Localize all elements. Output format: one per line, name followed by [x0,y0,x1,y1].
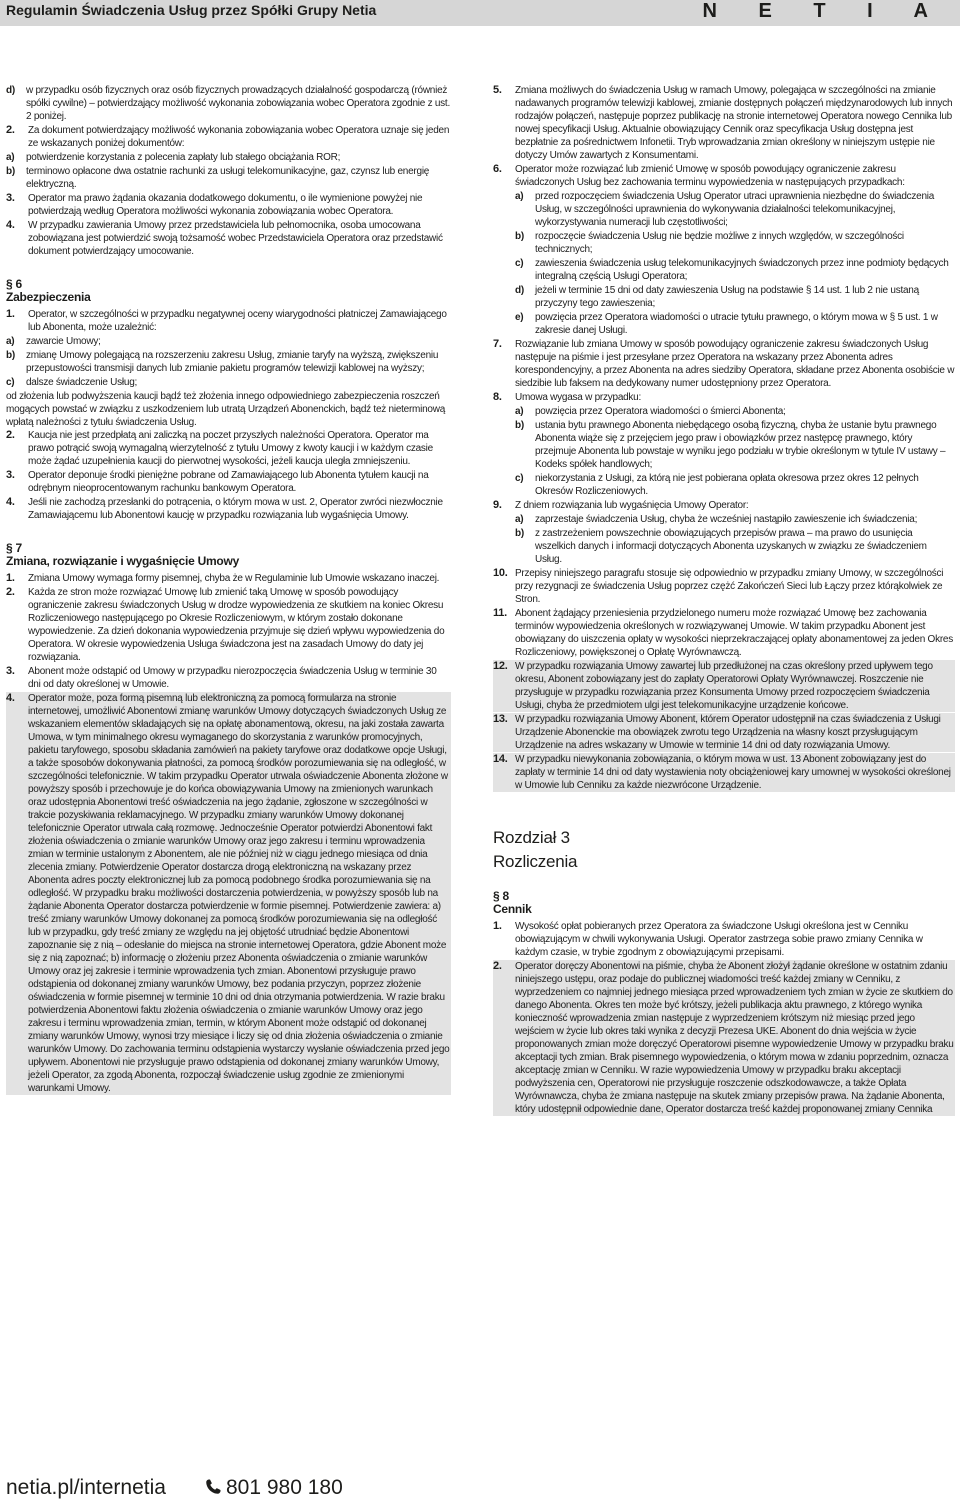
list-item [6,84,451,123]
item-number: 5. [493,84,502,96]
item-text: W przypadku rozwiązania Umowy Abonent, którem Operator udostępnił na czas świadczenia z Usługi Urządzenie Abonenckie ma obowiązek zwrotu tego Urządzenia na własny koszt przysługującym Urządzenie na adres wskazany w Umowie w terminie 14 dni od daty rozwiązania Umowy. [515,714,941,751]
item-text: zawarcie Umowy; [26,336,101,347]
phone-number: 801 980 180 [226,1476,343,1499]
list-item [493,190,955,229]
item-letter: a) [6,336,15,347]
list-item [493,311,955,337]
paragraph-1 [6,572,451,585]
item-text: zaprzestaje świadczenia Usług, chyba że wcześniej nastąpiło zawieszenie ich świadczenia; [535,514,918,525]
item-number: 4. [6,496,15,508]
item-letter: a) [515,406,524,417]
section-title: Cennik [493,902,532,916]
item-text: powzięcia przez Operatora wiadomości o śmierci Abonenta; [535,406,786,417]
list-item [6,349,451,375]
item-text: niekorzystania z Usługi, za którą nie jest pobierana opłata okresowa przez okres 12 pełnych Okresów Rozliczeniowych. [535,473,919,497]
item-number: 3. [6,469,15,481]
item-letter: c) [6,377,15,388]
item-text: Operator, w szczególności w przypadku negatywnej oceny wiarygodności płatniczej Zamawiającego lub Abonenta, może uzależnić: [28,309,447,333]
item-number: 4. [6,692,15,704]
item-text: Jeśli nie zachodzą przesłanki do potrącenia, o którym mowa w ust. 2, Operator zwróci niezwłocznie Zamawiającemu lub Abonentowi kaucję w przypadku rozwiązania lub wygaśnięcia Umowy. [28,497,443,521]
item-text: rozpoczęcie świadczenia Usług nie będzie możliwe z innych względów, w szczególności technicznych; [535,231,904,255]
paragraph-1 [493,920,955,959]
list-item [6,335,451,348]
paragraph-5 [493,84,955,162]
paragraph-7 [493,338,955,390]
item-text: terminowo opłacone dwa ostatnie rachunki za usługi telekomunikacyjne, gaz, czynsz lub energię elektryczną. [26,166,430,190]
item-text: W przypadku niewykonania zobowiązania, o którym mowa w ust. 13 Abonent zobowiązany jest do zapłaty w terminie 14 dni od daty wystawienia noty obciążeniowej kary umownej w wysokości określonej w Umowie lub Cenniku za każde niezwrócone Urządzenie. [515,754,951,791]
chapter-number: Rozdział 3 [493,828,570,847]
paragraph-9 [493,499,955,512]
item-letter: d) [6,85,15,96]
paragraph-3 [6,665,451,691]
item-text: w przypadku osób fizycznych oraz osób fizycznych prowadzących działalność gospodarczą (również spółki cywilne) – potwierdzający możliwość wykonania zobowiązania wobec Operatora zgodnie z ust. 2 poniżej. [26,85,450,122]
item-number: 7. [493,338,502,350]
paragraph-4 [6,219,451,258]
paragraph-4 [6,496,451,522]
item-text: z zastrzeżeniem powszechnie obowiązujących przepisów prawa – ma prawo do usunięcia wszelkich danych i informacji dotyczących Abonenta uzyskanych w związku ze świadczeniem Usług. [535,528,927,565]
paragraph-2 [6,429,451,468]
item-text: zawieszenia świadczenia usług telekomunikacyjnych świadczonych przez inne podmioty będących integralną częścią Usługi Operatora; [535,258,949,282]
item-number: 6. [493,163,502,175]
phone-icon [204,1477,222,1497]
list-item [6,151,451,164]
item-text: W przypadku zawierania Umowy przez przedstawiciela lub pełnomocnika, osoba umocowana zobowiązana jest potwierdzić swoją tożsamość wobec Przedstawiciela Operatora oraz przedstawić dokument potwierdzający umocowanie. [28,220,443,257]
list-item [493,513,955,526]
item-text: Operator ma prawo żądania okazania dodatkowego dokumentu, o ile wymienione powyżej nie potwierdzają według Operatora możliwości wykonania zobowiązania wobec Operatora. [28,193,423,217]
item-letter: b) [515,420,524,431]
item-number: 12. [493,660,508,672]
section-title: Zabezpieczenia [6,290,91,304]
item-text: Operator może, poza formą pisemną lub elektroniczną za pomocą formularza na stronie internetowej, umożliwić Abonentowi zmianę warunków Umowy dotyczących świadczonych Usług ze wskazaniem elementów składających się na opłatę abonamentową, okresu, na jaki została zawarta Umowa, w tym minimalnego okresu wymaganego do skorzystania z warunków promocyjnych, pakietu taryfowego, sposobu składania zamówień na pakiety taryfowe oraz dodatkowe opcje Usługi, a także sposobów dokonywania płatności, za pomocą środków porozumiewania się na odległość, w szczególności telefonicznie. W takim przypadku Operator utrwala oświadczenie Abonenta złożone w powyższy sposób i przechowuje je do końca obowiązywania Umowy na zmienionych warunkach oraz udostępnia Abonentowi treść oświadczenia na jego żądanie, zgłoszone w szczególności w trakcie pozyskiwania reklamacyjnego. W przypadku zmiany warunków Umowy dokonanej telefonicznie Operator utrwala całą rozmowę. Jednocześnie Operator potwierdzi Abonentowi fakt złożenia oświadczenia o zmianie warunków Umowy oraz jego zakresu i terminu wprowadzenia zmian w terminie ustalonym z Abonentem, ale nie później niż w ciągu jednego miesiąca od dnia zlecenia zmiany. Potwierdzenie Operator dostarcza drogą elektroniczną na wskazany przez Abonenta adres poczty elektronicznej lub za pomocą podobnego środka porozumiewania się na odległość. W przypadku braku możliwości dostarczenia potwierdzenia, w powyższy sposób lub na żądanie Abonenta Operator dostarcza potwierdzenie w formie pisemnej. Potwierdzenie zawiera: a) treść zmiany warunków Umowy dokonanej za pomocą środków porozumiewania się na odległość lub w przypadku, gdy treść zmiany ze względu na jej objętość utrudniać będzie Abonentowi zapoznanie się z nią – odesłanie do miejsca na stronie internetowej Operatora, gdzie Abonent może się z nią zapoznać; b) informację o złożeniu przez Abonenta oświadczenia o zmianie warunków Umowy oraz jej zakresie i terminie wprowadzenia tych zmian. Abonentowi przysługuje prawo odstąpienia od dokonanej zmiany warunków Umowy, bez podania przyczyn, poprzez złożenie oświadczenia w formie pisemnej w terminie 10 dni od dnia otrzymania potwierdzenia. W razie braku potwierdzenia Abonentowi faktu złożenia oświadczenia o zmianie warunków Umowy oraz jego zakresu i terminu wprowadzenia zmian, termin, w którym Abonent może odstąpić od dokonanej zmiany warunków Umowy, wynosi trzy miesiące i liczy się od dnia złożenia oświadczenia o zmianie warunków Umowy. Do zachowania terminu odstąpienia wystarczy wysłanie oświadczenia przed jego upływem. Abonentowi nie przysługuje prawo odstąpienia od dokonanej zmiany warunków Umowy, jeżeli Operator, za zgodą Abonenta, rozpoczął świadczenie usług zgodnie ze zmienionymi warunkami Umowy. [28,693,450,1094]
item-text: Przepisy niniejszego paragrafu stosuje się odpowiednio w przypadku zmiany Umowy, w szczególności przy rezygnacji ze świadczenia Usług poprzez czężć Zakończeń Sieci lub Łączy przez którąkolwiek ze Stron. [515,568,944,605]
item-text: zmianę Umowy polegającą na rozszerzeniu zakresu Usług, zmianie taryfy na wyższą, zwiększeniu przepustowości transmisji danych lub zmianie pakietu programów telewizji kablowej na wyższy; [26,350,439,374]
item-letter: e) [515,312,524,323]
item-letter: d) [515,285,524,296]
list-item [493,230,955,256]
item-number: 3. [6,192,15,204]
item-text: ustania bytu prawnego Abonenta niebędącego osobą fizyczną, chyba że ustanie bytu prawnego Abonenta wiąże się z przejęciem jego praw i obowiązków przez następcę prawnego, który przejmuje Abonenta lub powstaje w wyniku jego podziału w trybie określonym w tytule IV ustawy – Kodeks spółek handlowych; [535,420,946,470]
item-number: 2. [6,124,15,136]
paragraph-11 [493,607,955,659]
item-number: 1. [6,572,15,584]
item-text: Rozwiązanie lub zmiana Umowy w sposób powodujący ograniczenie zakresu świadczonych Usług następuje na piśmie i jest przesyłane przez Operatora na wskazany przez Abonenta adres korespondencyjny, a przez Abonenta na adres siedziby Operatora, składane przez Abonenta osobiście w siedzibie lub faksem na dedykowany numer udostępniony przez Operatora. [515,339,955,389]
page-header [0,0,960,26]
item-text: Kaucja nie jest przedpłatą ani zaliczką na poczet przyszłych należności Operatora. Operator ma prawo potrącić swoją wymagalną wierzytelność z tytułu Umowy z kwoty kaucji i w każdym czasie może żądać uzupełnienia kaucji do pierwotnej wysokości, jeżeli kaucja uległa zmniejszeniu. [28,430,433,467]
list-item [493,284,955,310]
chapter-title: Rozliczenia [493,852,578,871]
paragraph-10 [493,567,955,606]
item-letter: a) [515,514,524,525]
list-item [493,527,955,566]
item-number: 14. [493,753,508,765]
item-text: W przypadku rozwiązania Umowy zawartej lub przedłużonej na czas określony przed upływem tego okresu, Abonent zobowiązany jest do zapłaty Operatorowi Opłaty Wyrównawczej. Roszczenie nie przysługuje w przypadku rozwiązania przez Konsumenta Umowy przed rozpoczęciem świadczenia Usługi, chyba że przedmiotem ulgi jest telekomunikacyjne urządzenie końcowe. [515,661,933,711]
item-number: 1. [493,920,502,932]
paragraph-2-highlighted [493,960,955,1116]
item-number: 2. [493,960,502,972]
item-letter: b) [515,528,524,539]
paragraph-12-highlighted [493,660,955,712]
item-text: Za dokument potwierdzający możliwość wykonania zobowiązania wobec Operatora uznaje się jeden ze wskazanych poniżej dokumentów: [28,125,450,149]
left-column [6,84,451,1096]
item-number: 13. [493,713,508,725]
paragraph-4-highlighted [6,692,451,1095]
item-text: przed rozpoczęciem świadczenia Usług Operator utraci uprawnienia niezbędne do świadczenia Usług, w szczególności uprawnienia do wykonywania działalności telekomunikacyjnej, wykorzystywania numeracji lub częstotliwości; [535,191,935,228]
paragraph-13-highlighted [493,713,955,752]
item-number: 9. [493,499,502,511]
item-letter: a) [6,152,15,163]
paragraph-6 [493,163,955,189]
item-letter: a) [515,191,524,202]
list-item [493,257,955,283]
item-number: 2. [6,586,15,598]
item-text: potwierdzenie korzystania z polecenia zapłaty lub stałego obciążania ROR; [26,152,341,163]
item-text: Umowa wygasa w przypadku: [515,392,642,403]
list-item [493,405,955,418]
item-text: Z dniem rozwiązania lub wygaśnięcia Umowy Operator: [515,500,749,511]
item-text: Zmiana możliwych do świadczenia Usług w ramach Umowy, polegająca w szczególności na zmianie nadawanych programów telewizji kablowej, zmianie dostępnych połączeń międzynarodowych lub innych rodzajów połączeń, następuje poprzez publikację na stronie internetowej Operatora nowego Cennika lub nowej specyfikacji Usług. Aktualnie obowiązujący Cennik oraz specyfikacja Usług dostępna jest bezpłatnie za pośrednictwem Infonetii. Tryb wprowadzania zmian określony w niniejszym ustępie nie dotyczy Umów zawartych z Konsumentami. [515,85,953,161]
item-number: 3. [6,665,15,677]
paragraph-3 [6,469,451,495]
item-letter: c) [515,473,524,484]
item-text: Każda ze stron może rozwiązać Umowę lub zmienić taką Umowę w sposób powodujący ograniczenie zakresu świadczonych Usług w drodze wypowiedzenia ze skutkiem na koniec Okresu Rozliczeniowego następującego po Okresie Rozliczeniowym, w którym zostało dokonane wypowiedzenie. Za dzień dokonania wypowiedzenia przyjmuje się dzień wpływu wypowiedzenia do Operatora. W okresie wypowiedzenia Usługa świadczona jest na zasadach Umowy do daty jej rozwiązania. [28,587,445,663]
item-text: powzięcia przez Operatora wiadomości o utracie tytułu prawnego, o którym mowa w § 5 ust. 1 w zakresie danej Usługi. [535,312,938,336]
item-letter: b) [6,350,15,361]
item-text: Operator doręczy Abonentowi na piśmie, chyba że Abonent złożył żądanie określone w ostatnim zdaniu niniejszego ustępu, oraz podaje do publicznej wiadomości treść każdej zmiany w Cenniku, z wyprzedzeniem co najmniej jednego miesiąca przed wprowadzeniem tych zmian w życie ze skutkiem do danego Abonenta. Okres ten może być krótszy, jeżeli publikacja aktu prawnego, z którego wynika konieczność wprowadzenia zmian następuje z wyprzedzeniem krótszym niż miesiąc przed jego wejściem w życie lub okres taki wynika z decyzji Prezesa UKE. Abonent do dnia wejścia w życie proponowanych zmian może doręczyć Operatorowi pisemne wypowiedzenie Umowy w przypadku braku akceptacji tych zmian. Brak pisemnego wypowiedzenia, o którym mowa w zdaniu poprzednim, oznacza akceptację zmian w Cenniku. W razie wypowiedzenia Umowy w przypadku braku akceptacji podwyższenia cen, Operatorowi nie przysługuje roszczenie odszkodowawcze, a także Opłata Wyrównawcza, chyba że zmiana następuje na skutek zmiany przepisów prawa. Na żądanie Abonenta, który udostępnił odpowiednie dane, Operator dostarcza treść każdej proponowanej zmiany Cennika [515,961,954,1115]
document-title: Regulamin Świadczenia Usług przez Spółki Grupy Netia [6,2,377,18]
section-number: § 6 [6,277,22,291]
item-number: 8. [493,391,502,403]
item-text: Wysokość opłat pobieranych przez Operatora za świadczone Usługi określona jest w Cenniku obowiązującym w chwili wykonywania Usługi. Operator zastrzega sobie prawo zmiany Cennika w każdym czasie, w trybie zgodnym z obowiązującymi przepisami. [515,921,923,958]
paragraph-2 [6,124,451,150]
right-column [493,84,955,1117]
list-item [493,419,955,471]
paragraph-14-highlighted [493,753,955,792]
item-text: Operator może rozwiązać lub zmienić Umowę w sposób powodujący ograniczenie zakresu świadczonych Usług bez zachowania terminu wypowiedzenia w następujących przypadkach: [515,164,905,188]
item-letter: b) [515,231,524,242]
paragraph-1 [6,308,451,334]
phone-contact[interactable] [204,1476,343,1500]
item-text: dalsze świadczenie Usług; [26,377,138,388]
list-item [493,472,955,498]
section-number: § 8 [493,889,509,903]
item-text: Abonent może odstąpić od Umowy w przypadku nierozpoczęcia świadczenia Usług w terminie 30 dni od daty określonej w Umowie. [28,666,437,690]
item-text: jeżeli w terminie 15 dni od daty zawieszenia Usług na podstawie § 14 ust. 1 lub 2 nie ustaną przyczyny tego zawieszenia; [535,285,919,309]
paragraph-text: od złożenia lub podwyższenia kaucji bądź też złożenia innego odpowiedniego zabezpieczenia roszczeń mogących powstać w związku z uszkodzeniem lub utratą Urządzeń Abonenckich, bądź też nieterminową wpłatą należności z tytułu świadczenia Usług. [6,391,446,428]
item-text: Zmiana Umowy wymaga formy pisemnej, chyba że w Regulaminie lub Umowie wskazano inaczej. [28,573,440,584]
item-letter: c) [515,258,524,269]
item-number: 10. [493,567,508,579]
item-number: 11. [493,607,507,619]
section-number: § 7 [6,541,22,555]
list-item [6,165,451,191]
paragraph-8 [493,391,955,404]
item-text: Abonent żądający przeniesienia przydzielonego numeru może rozwiązać Umowę bez zachowania terminów wypowiedzenia określonych w rozwiązywanej Umowie. W takim przypadku Abonent jest obowiązany do uiszczenia opłaty w wysokości nieprzekraczającej opłaty abonamentowej za jeden Okres Rozliczeniowy, powiększonej o Opłatę Wyrównawczą. [515,608,953,658]
list-item [6,376,451,389]
netia-logo: N E T I A [702,0,946,22]
item-letter: b) [6,166,15,177]
item-number: 4. [6,219,15,231]
item-text: Operator deponuje środki pieniężne pobrane od Zamawiającego lub Abonenta tytułem kaucji na odrębnym nieoprocentowanym rachunku bankowym Operatora. [28,470,429,494]
paragraph-2 [6,586,451,664]
item-number: 2. [6,429,15,441]
paragraph-3 [6,192,451,218]
website-link[interactable]: netia.pl/internetia [6,1476,166,1499]
item-number: 1. [6,308,15,320]
section-title: Zmiana, rozwiązanie i wygaśnięcie Umowy [6,554,239,568]
